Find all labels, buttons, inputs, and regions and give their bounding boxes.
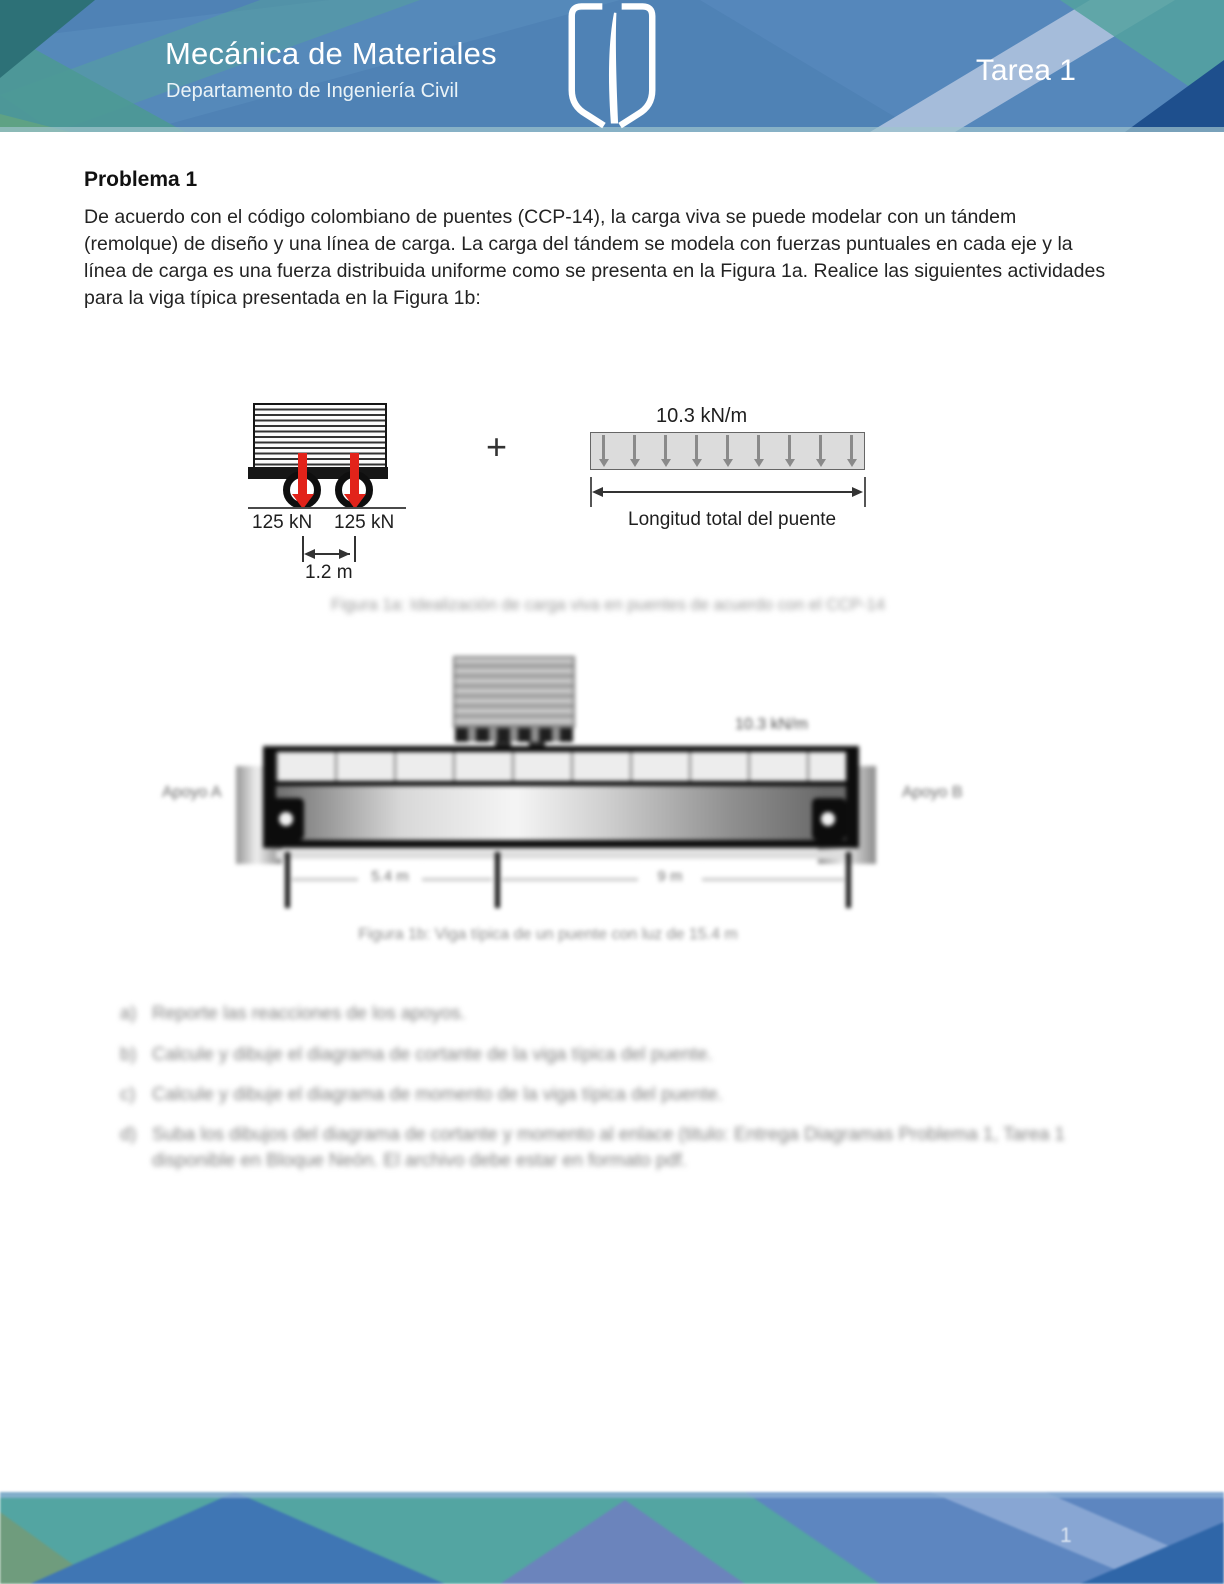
load-arrow-icon	[788, 435, 791, 460]
load-arrowhead-icon	[785, 459, 795, 467]
load-arrowhead-icon	[692, 459, 702, 467]
dimension-tick	[285, 852, 290, 908]
task-text-blurred: Reporte las reacciones de los apoyos.	[152, 1002, 466, 1023]
ground-line	[248, 507, 406, 509]
load-arrowhead-icon	[847, 459, 857, 467]
support-b-label-blurred: Apoyo B	[902, 784, 963, 801]
dimension-tick	[846, 852, 851, 908]
axle-load-left-label: 125 kN	[252, 512, 313, 533]
load-arrow-icon	[726, 435, 729, 460]
dimension-arrowhead-icon	[592, 487, 603, 497]
task-text-blurred: Calcule y dibuje el diagrama de momento de la viga típica del puente.	[152, 1083, 723, 1104]
task-marker: c)	[120, 1083, 136, 1104]
support-bearing-right	[812, 798, 846, 840]
task-item-c	[120, 1081, 1110, 1107]
dimension-arrowhead-icon	[852, 487, 863, 497]
footer-geometric-pattern	[0, 1492, 1224, 1584]
bridge-beam	[263, 746, 859, 848]
load-arrowhead-icon	[630, 459, 640, 467]
problem-heading: Problema 1	[84, 168, 198, 191]
axle-load-arrow-icon	[350, 453, 359, 495]
axle-load-right-label: 125 kN	[334, 512, 395, 533]
support-bearing-left	[270, 798, 304, 840]
bridge-length-label: Longitud total del puente	[628, 509, 837, 530]
axle-spacing-label: 1.2 m	[305, 562, 353, 583]
task-item-a	[120, 1000, 1110, 1026]
assignment-label: Tarea 1	[975, 54, 1076, 87]
girder-body	[276, 786, 846, 848]
figure-1b	[160, 648, 1075, 953]
span-right-label-blurred: 9 m	[638, 868, 702, 885]
load-arrowhead-icon	[661, 459, 671, 467]
task-marker: a)	[120, 1002, 137, 1023]
dimension-line	[601, 491, 855, 493]
task-text-blurred: Calcule y dibuje el diagrama de cortante de la viga típica del puente.	[152, 1043, 713, 1064]
load-arrowhead-icon	[754, 459, 764, 467]
load-arrow-icon	[757, 435, 760, 460]
truck-trailer-body	[253, 403, 387, 469]
load-arrow-icon	[602, 435, 605, 460]
task-marker: b)	[120, 1043, 137, 1064]
figure-1a-caption-blurred: Figura 1a: Idealización de carga viva en puentes de acuerdo con el CCP-14	[330, 596, 885, 614]
load-arrow-icon	[664, 435, 667, 460]
dimension-tick	[495, 852, 500, 908]
bearing-pin-icon	[821, 812, 835, 826]
load-arrow-icon	[695, 435, 698, 460]
department-subtitle: Departamento de Ingeniería Civil	[166, 80, 459, 102]
beam-shadow	[276, 850, 846, 859]
task-text-blurred: Suba los dibujos del diagrama de cortante y momento al enlace (titulo: Entrega Diagramas Problema 1, Tarea 1 disponible en Bloque Neón. El archivo debe estar en formato pdf.	[152, 1123, 1065, 1170]
dimension-arrowhead-icon	[339, 549, 350, 559]
truck-wheels-row	[455, 728, 573, 742]
distributed-load-strip	[590, 432, 865, 470]
problem-body-text: De acuerdo con el código colombiano de puentes (CCP-14), la carga viva se puede modelar con un tándem (remolque) de diseño y una línea de carga. La carga del tándem se modela con fuerzas puntuales en cada eje y la línea de carga es una fuerza distribuida uniforme como se presenta en la Figura 1a. Realice las siguientes actividades para la viga típica presentada en la Figura 1b:	[84, 206, 1106, 309]
page-header-banner	[0, 0, 1224, 132]
span-left-label-blurred: 5.4 m	[358, 868, 422, 885]
load-arrowhead-icon	[723, 459, 733, 467]
axle-load-arrow-icon	[298, 453, 307, 495]
load-hatch-strip	[276, 746, 846, 786]
course-title: Mecánica de Materiales	[165, 36, 497, 71]
load-arrow-icon	[850, 435, 853, 460]
load-arrow-icon	[819, 435, 822, 460]
bearing-pin-icon	[279, 812, 293, 826]
dimension-tick	[864, 477, 866, 507]
tandem-truck-illustration	[253, 403, 387, 513]
figure-1b-caption-blurred: Figura 1b: Viga típica de un puente con luz de 15.4 m	[358, 926, 738, 943]
load-arrow-icon	[633, 435, 636, 460]
plus-sign: +	[486, 426, 508, 467]
dimension-tick	[354, 536, 356, 562]
task-item-d	[120, 1121, 1110, 1173]
load-arrowhead-icon	[599, 459, 609, 467]
truck-on-bridge-illustration	[453, 656, 575, 752]
load-arrowhead-icon	[816, 459, 826, 467]
dimension-arrowhead-icon	[304, 549, 315, 559]
support-a-label-blurred: Apoyo A	[162, 784, 222, 801]
page-footer-banner	[0, 1492, 1224, 1584]
page-number: 1	[1060, 1524, 1072, 1547]
task-marker: d)	[120, 1123, 137, 1144]
task-item-b	[120, 1041, 1110, 1067]
truck-trailer-body	[453, 656, 575, 728]
beam-load-label-blurred: 10.3 kN/m	[735, 716, 808, 733]
distributed-load-label: 10.3 kN/m	[656, 405, 748, 427]
